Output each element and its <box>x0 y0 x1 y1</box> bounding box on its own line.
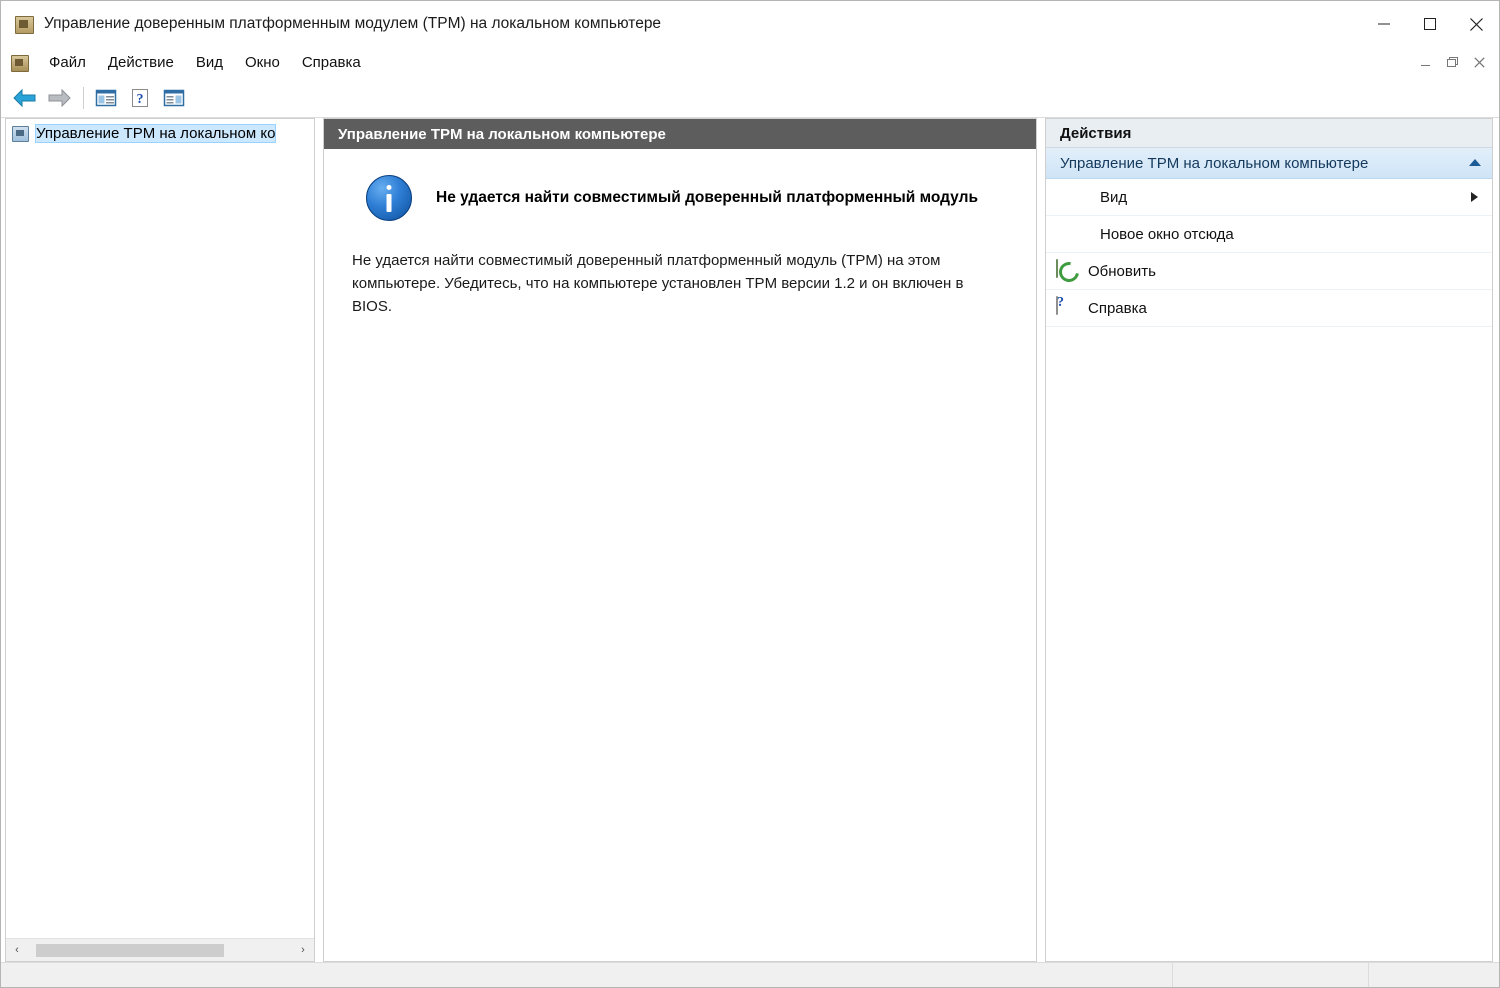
scroll-left-arrow[interactable]: ‹ <box>15 944 19 956</box>
actions-pane <box>1045 118 1493 962</box>
mdi-minimize-button[interactable] <box>1412 50 1439 76</box>
menu-view[interactable]: Вид <box>195 54 223 71</box>
actions-group-label: Управление TPM на локальном компьютере <box>1060 154 1369 172</box>
action-icon-placeholder <box>1056 186 1078 208</box>
details-body <box>324 149 1036 961</box>
action-item-help[interactable] <box>1046 290 1492 327</box>
console-content <box>1 118 1499 962</box>
submenu-arrow-icon <box>1471 192 1478 202</box>
show-action-pane-button[interactable] <box>158 83 190 113</box>
action-label-view: Вид <box>1100 188 1128 206</box>
window-controls <box>1361 1 1499 47</box>
tree-node-tpm-management[interactable] <box>6 121 314 145</box>
refresh-icon <box>1056 260 1078 282</box>
window-title: Управление доверенным платформенным модулем (TPM) на локальном компьютере <box>44 15 662 32</box>
maximize-button[interactable] <box>1407 1 1453 47</box>
menu-file[interactable]: Файл <box>49 54 86 71</box>
details-pane <box>323 118 1037 962</box>
mdi-close-button[interactable] <box>1466 50 1493 76</box>
console-chip-icon <box>10 53 30 73</box>
action-item-view[interactable] <box>1046 179 1492 216</box>
action-item-new-window-from-here[interactable] <box>1046 216 1492 253</box>
menu-window[interactable]: Окно <box>244 54 280 71</box>
help-icon <box>1056 297 1078 319</box>
back-button[interactable] <box>9 83 41 113</box>
action-label-help: Справка <box>1088 299 1147 317</box>
forward-button[interactable] <box>43 83 75 113</box>
menu-bar <box>1 47 1499 79</box>
details-header-title: Управление TPM на локальном компьютере <box>324 119 1036 149</box>
actions-group-header[interactable] <box>1046 148 1492 179</box>
action-label-refresh: Обновить <box>1088 262 1156 280</box>
status-cell-main <box>1 963 1173 987</box>
chevron-up-icon[interactable] <box>1468 155 1482 172</box>
info-icon <box>366 175 412 221</box>
show-hide-tree-button[interactable] <box>90 83 122 113</box>
status-bar <box>1 962 1499 987</box>
console-tree[interactable] <box>6 119 314 938</box>
status-cell-secondary <box>1173 963 1369 987</box>
message-header <box>350 175 1006 221</box>
mdi-restore-button[interactable] <box>1439 50 1466 76</box>
console-tree-pane <box>5 118 315 962</box>
action-label-new-window: Новое окно отсюда <box>1100 225 1234 243</box>
action-icon-placeholder <box>1056 223 1078 245</box>
window-titlebar <box>1 1 1499 47</box>
toolbar-separator <box>83 87 84 109</box>
tpm-chip-icon <box>13 13 35 35</box>
message-body: Не удается найти совместимый доверенный платформенный модуль (TPM) на этом компьютере. Убедитесь, что на компьютере установлен TPM версии 1.2 и он включен в BIOS. <box>352 252 964 315</box>
scroll-track[interactable] <box>28 940 292 961</box>
action-item-refresh[interactable] <box>1046 253 1492 290</box>
minimize-button[interactable] <box>1361 1 1407 47</box>
svg-text:?: ? <box>136 92 144 107</box>
mdi-window-controls <box>1412 47 1493 78</box>
tree-horizontal-scrollbar[interactable] <box>6 938 314 961</box>
status-cell-tertiary <box>1369 963 1499 987</box>
close-button[interactable] <box>1453 1 1499 47</box>
scroll-thumb[interactable] <box>36 944 224 957</box>
scroll-right-arrow[interactable]: › <box>301 944 305 956</box>
tree-node-label: Управление TPM на локальном ко <box>36 124 276 142</box>
toolbar <box>1 79 1499 118</box>
help-button[interactable] <box>124 83 156 113</box>
menu-help[interactable]: Справка <box>301 54 361 71</box>
actions-pane-title: Действия <box>1046 119 1492 148</box>
message-title: Не удается найти совместимый доверенный платформенный модуль <box>436 189 978 206</box>
menu-action[interactable]: Действие <box>107 54 174 71</box>
tpm-node-icon <box>10 124 30 142</box>
